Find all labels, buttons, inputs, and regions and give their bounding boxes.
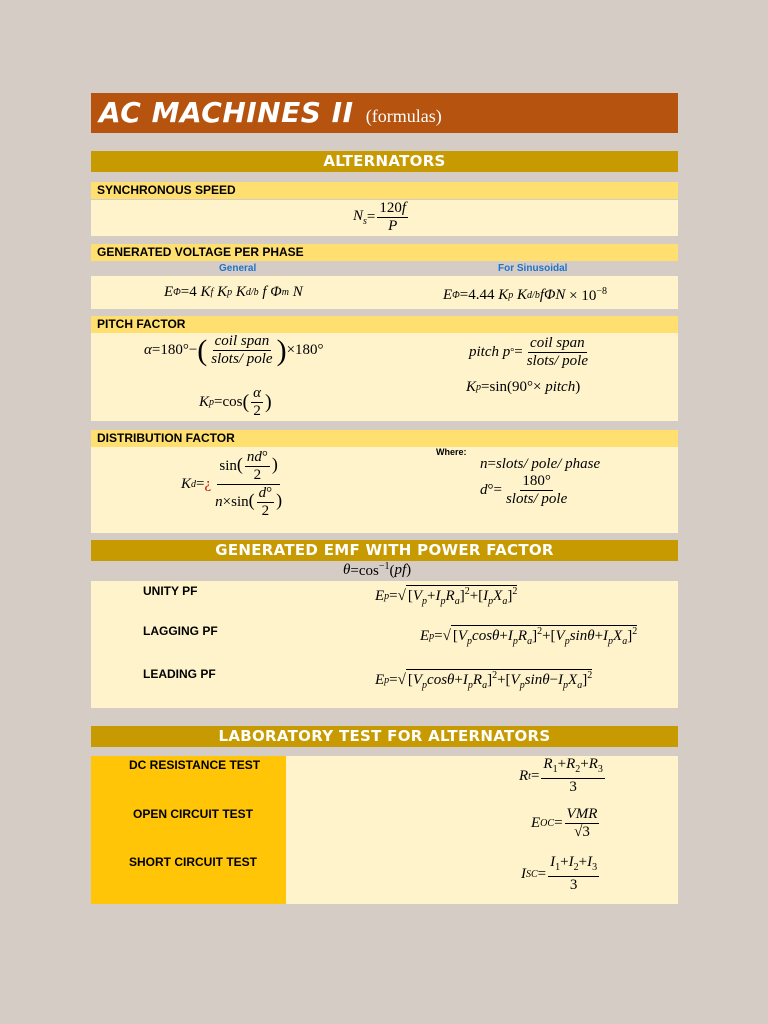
label-general: General [219, 263, 257, 274]
label-unity-pf: UNITY PF [143, 584, 198, 598]
section-alternators: ALTERNATORS [91, 151, 678, 172]
label-dc-resistance: DC RESISTANCE TEST [129, 758, 261, 772]
formula-kp-cos: K p =cos ( $\frac{\alpha}{2}$ ) [199, 385, 272, 419]
emf-panel [91, 581, 678, 708]
sub-label: DISTRIBUTION FACTOR [97, 431, 235, 445]
formula-theta: θ $=\cos^{-1}$( pf ) [343, 561, 412, 579]
title-bar [91, 93, 678, 133]
label-sinusoidal: For Sinusoidal [498, 263, 568, 274]
sync-speed-panel [91, 200, 678, 236]
formula-n: n = slots/ pole/ phase [480, 456, 601, 472]
formula-sinusoidal-emf: E Φ =4.44 K p K d/b fΦN × $10^{-8}$ [443, 286, 608, 304]
formula-kd: K d = ¿ sin( $\frac{nd^\circ}{2}$ ) n×sin( $\frac{d^\circ}{2}$ ) [181, 449, 283, 519]
page-title [99, 96, 442, 129]
section-emf: GENERATED EMF WITH POWER FACTOR [91, 540, 678, 561]
formula-alpha: α =180°− ( $\frac{\text{coil span}}{\text{slots/ pole}}$ ) ×180° [144, 333, 324, 367]
label-short-circuit: SHORT CIRCUIT TEST [129, 855, 257, 869]
formula-kp-sin: K p =sin ( 90°× pitch ) [466, 379, 581, 395]
sub-generated-voltage [91, 244, 678, 261]
formula-general-emf: E Φ =4 K f K p K d/b f Φ m N [164, 284, 303, 300]
title-text: AC MACHINES II [99, 96, 354, 129]
lab-panel [91, 756, 678, 904]
sub-distribution-factor [91, 430, 678, 447]
formula-eoc: E OC = $\frac{\text{VMR}}{√3}$ [531, 806, 598, 840]
label-leading-pf: LEADING PF [143, 667, 216, 681]
formula-leading-pf: E p =√ $[V_p\cos\theta+I_pR_a]^2+[V_p\sin\theta-I_pX_a]^2$ [375, 670, 593, 691]
formula-rt: R t = $\frac{R_1+R_2+R_3}{3}$ [519, 756, 603, 795]
formula-unity-pf: E p =√ $[V_p+I_pR_a]^2+[I_pX_a]^2$ [375, 586, 518, 607]
title-subtitle: (formulas) [365, 106, 442, 126]
pitch-panel [91, 333, 678, 421]
sub-label: PITCH FACTOR [97, 317, 186, 331]
sub-pitch-factor [91, 316, 678, 333]
distribution-panel [91, 447, 678, 533]
formula-sync-speed: $N_s$ = $\frac{120f}{P}$ [353, 200, 407, 234]
label-lagging-pf: LAGGING PF [143, 624, 218, 638]
gen-voltage-panel [91, 276, 678, 309]
sub-label: GENERATED VOLTAGE PER PHASE [97, 245, 304, 259]
sub-label: SYNCHRONOUS SPEED [97, 183, 236, 197]
label-open-circuit: OPEN CIRCUIT TEST [133, 807, 254, 821]
formula-d: d °= $\frac{180^\circ}{\text{slots/ pole}}$ [480, 473, 568, 507]
formula-pitch: pitch p ° = $\frac{\text{coil span}}{\text{slots/ pole}}$ [469, 335, 588, 369]
formula-lagging-pf: E p =√ $[V_p\cos\theta+I_pR_a]^2+[V_p\sin\theta+I_pX_a]^2$ [420, 626, 638, 647]
where-label: Where: [436, 447, 467, 457]
formula-isc: I SC = $\frac{I_1+I_2+I_3}{3}$ [521, 854, 598, 893]
section-lab-tests: LABORATORY TEST FOR ALTERNATORS [91, 726, 678, 747]
lab-label-column [91, 756, 286, 904]
sub-synchronous-speed [91, 182, 678, 199]
